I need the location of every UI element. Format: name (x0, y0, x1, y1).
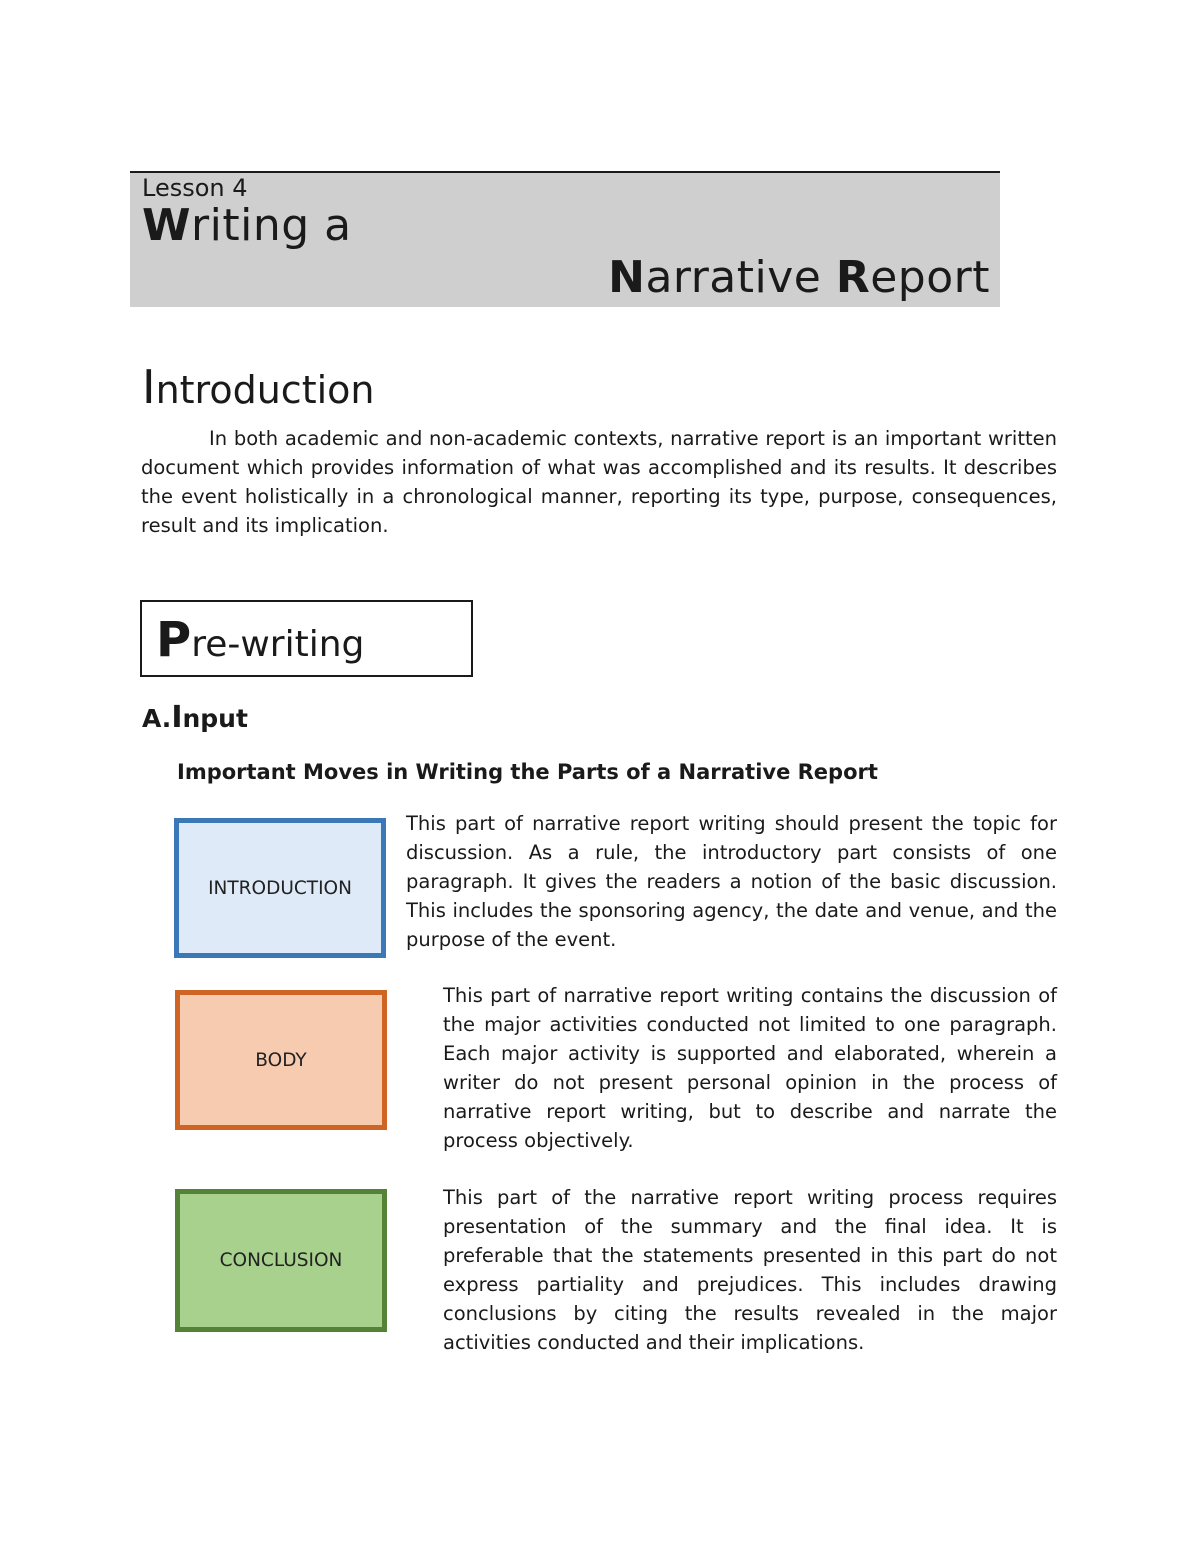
introduction-heading (142, 360, 375, 414)
title-line2-rest2: eport (870, 252, 990, 303)
prewriting-rest: re-writing (191, 624, 365, 665)
input-heading (142, 700, 248, 735)
input-rest: nput (182, 704, 248, 733)
moves-heading: Important Moves in Writing the Parts of a Narrative Report (177, 760, 878, 784)
introduction-heading-rest: ntroduction (155, 368, 375, 412)
input-prefix: A. (142, 704, 172, 733)
conclusion-part-label: CONCLUSION (219, 1250, 343, 1271)
lesson-label: Lesson 4 (142, 174, 248, 202)
prewriting-heading (156, 612, 364, 668)
conclusion-part-description: This part of the narrative report writing process requires presentation of the summary and the final idea. It is preferable that the statements presented in this part do not express partiality and prejudices. This includes drawing conclusions by citing the results revealed in the major activities conducted and their implications. (443, 1186, 1057, 1354)
body-part-description: This part of narrative report writing contains the discussion of the major activities conducted not limited to one paragraph. Each major activity is supported and elaborated, wherein a writer do not present personal opinion in the process of narrative report writing, but to describe and narrate the process objectively. (443, 984, 1057, 1152)
title-line1-rest: riting a (191, 200, 352, 251)
body-part-box (175, 990, 387, 1130)
lesson-title-line2 (608, 252, 990, 303)
body-part-label: BODY (255, 1049, 307, 1071)
introduction-initial: I (142, 360, 156, 414)
introduction-part-label: INTRODUCTION (208, 877, 352, 899)
title-initial-w: W (142, 200, 192, 251)
prewriting-initial: P (156, 612, 192, 668)
lesson-title-line1 (142, 200, 352, 251)
introduction-part-box (174, 818, 386, 958)
conclusion-part-box (175, 1189, 387, 1332)
introduction-paragraph: In both academic and non-academic contexts, narrative report is an important written document which provides information of what was accomplished and its results. It describes the event holistically in a chronological manner, reporting its type, purpose, consequences, result and its implication. (141, 427, 1057, 537)
title-initial-r: R (835, 252, 871, 303)
title-line2-rest1: arrative (645, 252, 836, 303)
title-initial-n: N (608, 252, 646, 303)
input-initial: I (171, 700, 183, 735)
introduction-part-description: This part of narrative report writing should present the topic for discussion. As a rule, the introductory part consists of one paragraph. It gives the readers a notion of the basic discussion. This includes the sponsoring agency, the date and venue, and the purpose of the event. (406, 812, 1057, 951)
